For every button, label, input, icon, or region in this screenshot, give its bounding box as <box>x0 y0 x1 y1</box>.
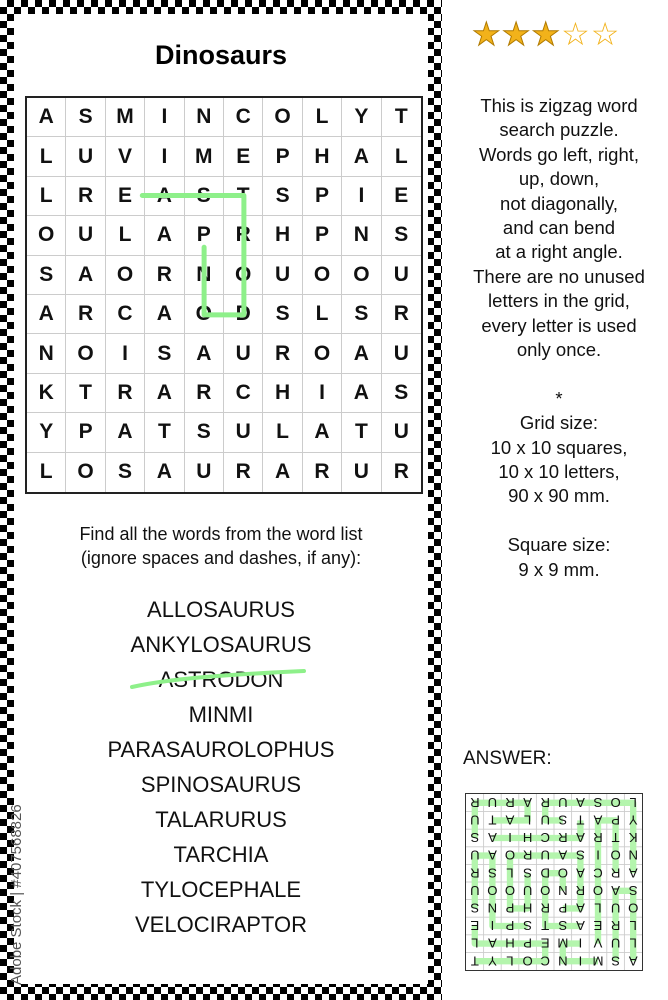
grid-cell: I <box>145 98 184 137</box>
answer-cell-letter: I <box>596 847 600 863</box>
answer-cell-letter: U <box>487 794 498 810</box>
grid-cell: A <box>145 177 184 216</box>
answer-cell-letter: S <box>576 847 585 863</box>
answer-cell-letter: L <box>506 865 514 881</box>
answer-cell-letter: A <box>558 847 568 863</box>
answer-cell-letter: O <box>628 900 639 916</box>
answer-cell-letter: S <box>470 830 480 846</box>
grid-cell: N <box>185 98 224 137</box>
grid-cell: I <box>342 177 381 216</box>
answer-cell-letter: A <box>576 830 585 846</box>
grid-cell: P <box>303 177 342 216</box>
answer-cell-letter: O <box>592 882 604 898</box>
grid-cell: U <box>224 334 263 373</box>
answer-cell-letter: P <box>558 900 568 916</box>
description-line: letters in the grid, <box>488 290 630 312</box>
answer-cell-letter: L <box>594 900 602 916</box>
grid-cell: E <box>224 137 263 176</box>
grid-cell: L <box>27 177 66 216</box>
answer-cell-letter: T <box>576 812 585 828</box>
answer-cell-letter: P <box>523 935 532 951</box>
grid-cell: M <box>106 98 145 137</box>
answer-cell-letter: E <box>470 918 480 934</box>
star-filled-icon: ★ <box>472 16 501 52</box>
description-line: only once. <box>516 339 602 361</box>
answer-cell-letter: R <box>558 830 568 846</box>
answer-cell-letter: L <box>523 812 532 828</box>
grid-cell: A <box>263 453 302 492</box>
answer-cell-letter: R <box>470 794 480 810</box>
answer-cell-letter: U <box>610 900 621 916</box>
grid-cell: A <box>145 374 184 413</box>
answer-cell-letter: K <box>628 830 638 846</box>
grid-cell: A <box>27 295 66 334</box>
answer-cell-letter: R <box>522 847 533 863</box>
grid-cell: O <box>263 98 302 137</box>
grid-cell: O <box>66 453 105 492</box>
description-line <box>450 509 668 533</box>
word-list-item: TARCHIA <box>173 842 269 867</box>
grid-cell: U <box>66 216 105 255</box>
answer-cell-letter: H <box>522 900 533 916</box>
grid-cell: O <box>224 256 263 295</box>
answer-cell-letter: T <box>488 812 497 828</box>
answer-cell-letter: A <box>488 847 497 863</box>
grid-cell: R <box>382 295 421 334</box>
grid-cell: P <box>303 216 342 255</box>
grid-cell: L <box>263 413 302 452</box>
answer-cell-letter: A <box>611 882 620 898</box>
grid-cell: R <box>303 453 342 492</box>
grid-cell: U <box>382 413 421 452</box>
grid-cell: P <box>263 137 302 176</box>
answer-cell-letter: I <box>578 935 583 951</box>
answer-cell-letter: O <box>610 847 621 863</box>
answer-cell-letter: E <box>593 918 603 934</box>
grid-cell: A <box>303 413 342 452</box>
grid-cell: O <box>66 334 105 373</box>
answer-cell-letter: U <box>540 812 550 828</box>
grid-cell: A <box>145 216 184 255</box>
star-filled-icon: ★ <box>501 16 531 52</box>
grid-cell: R <box>185 374 224 413</box>
description-line: up, down, <box>518 168 600 190</box>
grid-cell: P <box>66 413 105 452</box>
answer-cell-letter: P <box>505 900 515 916</box>
grid-cell: S <box>263 295 302 334</box>
answer-cell-letter: A <box>576 794 585 810</box>
grid-cell: T <box>382 98 421 137</box>
grid-cell: V <box>106 137 145 176</box>
answer-cell-letter: S <box>470 900 480 916</box>
answer-cell-letter: E <box>540 935 550 951</box>
grid-cell: I <box>106 334 145 373</box>
answer-cell-letter: R <box>610 918 621 934</box>
grid-cell: S <box>382 374 421 413</box>
puzzle-title: Dinosaurs <box>154 40 288 70</box>
answer-cell-letter: O <box>504 847 516 863</box>
star-empty-icon: ☆ <box>561 16 590 52</box>
answer-cell-letter: S <box>558 812 568 828</box>
answer-grid <box>465 793 643 971</box>
answer-cell-letter: D <box>540 865 550 881</box>
answer-cell-letter: H <box>522 830 533 846</box>
description-line: search puzzle. <box>499 119 619 141</box>
answer-cell-letter: S <box>558 918 568 934</box>
grid-cell: I <box>303 374 342 413</box>
grid-cell: A <box>342 374 381 413</box>
grid-cell: T <box>66 374 105 413</box>
instruction-line: (ignore spaces and dashes, if any): <box>80 548 362 568</box>
grid-cell: T <box>145 413 184 452</box>
grid-cell: S <box>263 177 302 216</box>
grid-cell: A <box>106 413 145 452</box>
answer-cell-letter: I <box>490 918 495 934</box>
description-line: at a right angle. <box>495 241 623 263</box>
answer-cell-letter: N <box>487 900 498 916</box>
answer-cell-letter: A <box>576 900 585 916</box>
description-line: There are no unused <box>473 265 645 287</box>
grid-cell: U <box>185 453 224 492</box>
description-line: 10 x 10 squares, <box>490 436 628 458</box>
grid-cell: C <box>106 295 145 334</box>
grid-cell: O <box>303 256 342 295</box>
answer-cell-letter: N <box>558 882 568 898</box>
grid-cell: Y <box>27 413 66 452</box>
answer-cell-letter: R <box>610 865 621 881</box>
answer-cell-letter: S <box>593 794 603 810</box>
grid-cell: K <box>27 374 66 413</box>
answer-cell-letter: U <box>610 935 621 951</box>
grid-cell: S <box>106 453 145 492</box>
answer-cell-letter: L <box>471 935 479 951</box>
answer-cell-letter: R <box>540 794 550 810</box>
answer-cell-letter: A <box>576 865 585 881</box>
grid-cell: O <box>185 295 224 334</box>
instruction-line: Find all the words from the word list <box>79 524 363 544</box>
answer-cell-letter: P <box>611 812 620 828</box>
word-list-item: TYLOCEPHALE <box>140 877 302 902</box>
description-line: 10 x 10 letters, <box>498 461 620 483</box>
answer-cell-letter: Y <box>628 812 638 828</box>
answer-cell-letter: C <box>540 953 550 969</box>
answer-cell-letter: T <box>470 953 479 969</box>
grid-cell: R <box>66 295 105 334</box>
grid-cell: L <box>303 295 342 334</box>
answer-cell-letter: S <box>488 865 497 881</box>
answer-cell-letter: M <box>592 953 604 969</box>
answer-cell-letter: O <box>522 953 533 969</box>
grid-cell: D <box>224 295 263 334</box>
grid-cell: S <box>66 98 105 137</box>
description-line: every letter is used <box>481 314 637 336</box>
grid-cell: L <box>303 98 342 137</box>
grid-cell: N <box>185 256 224 295</box>
answer-cell-letter: R <box>540 900 550 916</box>
answer-cell-letter: S <box>611 953 620 969</box>
grid-cell: U <box>66 137 105 176</box>
grid-cell: O <box>303 334 342 373</box>
answer-cell-letter: S <box>523 918 532 934</box>
grid-cell: A <box>27 98 66 137</box>
answer-cell-letter: U <box>470 812 480 828</box>
description-line: Words go left, right, <box>478 143 640 165</box>
grid-cell: L <box>382 137 421 176</box>
answer-cell-letter: L <box>629 935 637 951</box>
grid-cell: R <box>393 460 409 484</box>
answer-cell-letter: A <box>488 935 497 951</box>
grid-cell: T <box>224 177 263 216</box>
word-list-item: SPINOSAURUS <box>140 772 302 797</box>
answer-cell-letter: U <box>540 847 550 863</box>
description-line: This is zigzag word <box>480 95 638 116</box>
description-line: Grid size: <box>519 412 599 434</box>
grid-cell: U <box>263 256 302 295</box>
answer-cell-letter: L <box>629 918 637 934</box>
word-list-item: ANKYLOSAURUS <box>130 632 312 657</box>
grid-cell: S <box>382 216 421 255</box>
grid-cell: N <box>27 334 66 373</box>
answer-cell-letter: U <box>470 882 480 898</box>
grid-cell: S <box>145 334 184 373</box>
grid-cell: T <box>342 413 381 452</box>
answer-label: ANSWER: <box>463 748 552 769</box>
answer-cell-letter: R <box>505 794 515 810</box>
answer-cell-letter: N <box>628 847 638 863</box>
word-list <box>14 592 428 942</box>
answer-cell-letter: C <box>540 830 550 846</box>
answer-cell-letter: A <box>593 812 603 828</box>
description-line: 9 x 9 mm. <box>518 558 600 580</box>
grid-cell: R <box>145 256 184 295</box>
description-line: not diagonally, <box>500 192 618 214</box>
answer-cell-letter: I <box>508 830 512 846</box>
grid-cell: C <box>224 98 263 137</box>
grid-cell: S <box>185 413 224 452</box>
answer-cell-letter: I <box>578 953 583 969</box>
answer-cell-letter: A <box>628 865 638 881</box>
grid-cell: U <box>382 334 421 373</box>
answer-cell-letter: U <box>558 794 568 810</box>
answer-cell-letter: T <box>541 918 550 934</box>
grid-cell: L <box>106 216 145 255</box>
grid-cell: A <box>145 295 184 334</box>
answer-cell-letter: A <box>628 953 638 969</box>
answer-cell-letter: C <box>593 865 603 881</box>
grid-cell: L <box>27 453 66 492</box>
grid-cell: E <box>106 177 145 216</box>
grid-cell: S <box>185 177 224 216</box>
grid-cell: A <box>66 256 105 295</box>
answer-cell-letter: H <box>505 935 515 951</box>
answer-cell-letter: L <box>629 794 637 810</box>
answer-cell-letter: A <box>523 794 532 810</box>
grid-cell: C <box>224 374 263 413</box>
answer-cell-letter: L <box>506 953 514 969</box>
grid-cell: U <box>382 256 421 295</box>
grid-cell: R <box>224 216 263 255</box>
grid-cell: E <box>382 177 421 216</box>
answer-cell-letter: U <box>522 882 533 898</box>
grid-cell: O <box>342 256 381 295</box>
word-list-item: VELOCIRAPTOR <box>135 912 307 937</box>
grid-cell: R <box>66 177 105 216</box>
answer-cell-letter: U <box>470 847 480 863</box>
description-line: and can bend <box>502 217 616 239</box>
word-list-item: MINMI <box>188 702 254 727</box>
grid-cell: A <box>185 334 224 373</box>
grid-cell: H <box>303 137 342 176</box>
word-list-item: ASTRODON <box>158 667 284 692</box>
description-line: Square size: <box>507 534 611 556</box>
letter-grid <box>25 96 423 494</box>
answer-cell-letter: O <box>557 865 568 881</box>
grid-cell: R <box>106 374 145 413</box>
answer-cell-letter: S <box>523 865 532 881</box>
grid-cell: L <box>27 137 66 176</box>
answer-cell-letter: R <box>470 865 480 881</box>
answer-cell-letter: V <box>593 935 603 951</box>
grid-cell: P <box>185 216 224 255</box>
answer-cell-letter: A <box>576 918 585 934</box>
word-list-item: ALLOSAURUS <box>147 597 295 622</box>
grid-cell: O <box>27 216 66 255</box>
answer-cell-letter: O <box>487 882 498 898</box>
answer-grid-svg <box>466 794 642 970</box>
word-list-item: TALARURUS <box>155 807 287 832</box>
answer-cell-letter: S <box>628 882 638 898</box>
star-empty-icon: ☆ <box>590 16 620 52</box>
answer-cell-letter: Y <box>488 953 497 969</box>
answer-cell-letter: O <box>504 882 516 898</box>
grid-cell: R <box>263 334 302 373</box>
puzzle-description <box>450 94 668 582</box>
grid-cell: M <box>185 137 224 176</box>
answer-cell-letter: N <box>558 953 568 969</box>
grid-cell: A <box>145 453 184 492</box>
word-list-item: PARASAUROLOPHUS <box>107 737 335 762</box>
grid-cell: O <box>106 256 145 295</box>
grid-cell: H <box>263 374 302 413</box>
answer-cell-letter: A <box>488 830 497 846</box>
grid-cell: U <box>224 413 263 452</box>
description-line: 90 x 90 mm. <box>508 485 610 507</box>
instructions <box>14 522 428 570</box>
answer-cell-letter: T <box>611 830 620 846</box>
grid-cell: H <box>263 216 302 255</box>
grid-cell: Y <box>342 98 381 137</box>
grid-cell: A <box>342 334 381 373</box>
description-line <box>450 362 668 386</box>
grid-cell: N <box>342 216 381 255</box>
difficulty-rating <box>472 18 619 50</box>
answer-cell-letter: P <box>505 918 515 934</box>
answer-cell-letter: R <box>575 882 586 898</box>
grid-cell: S <box>342 295 381 334</box>
grid-cell: S <box>27 256 66 295</box>
grid-cell: I <box>145 137 184 176</box>
grid-cell: R <box>224 453 263 492</box>
grid-cell: U <box>342 453 381 492</box>
answer-cell-letter: A <box>505 812 515 828</box>
star-filled-icon: ★ <box>531 16 561 52</box>
answer-cell-letter: O <box>540 882 551 898</box>
watermark: Adobe Stock | #407568826 <box>8 804 25 985</box>
grid-cell: A <box>342 137 381 176</box>
answer-cell-letter: M <box>557 935 569 951</box>
answer-cell-letter: R <box>593 830 603 846</box>
description-line: * <box>555 387 563 409</box>
answer-cell-letter: O <box>610 794 621 810</box>
